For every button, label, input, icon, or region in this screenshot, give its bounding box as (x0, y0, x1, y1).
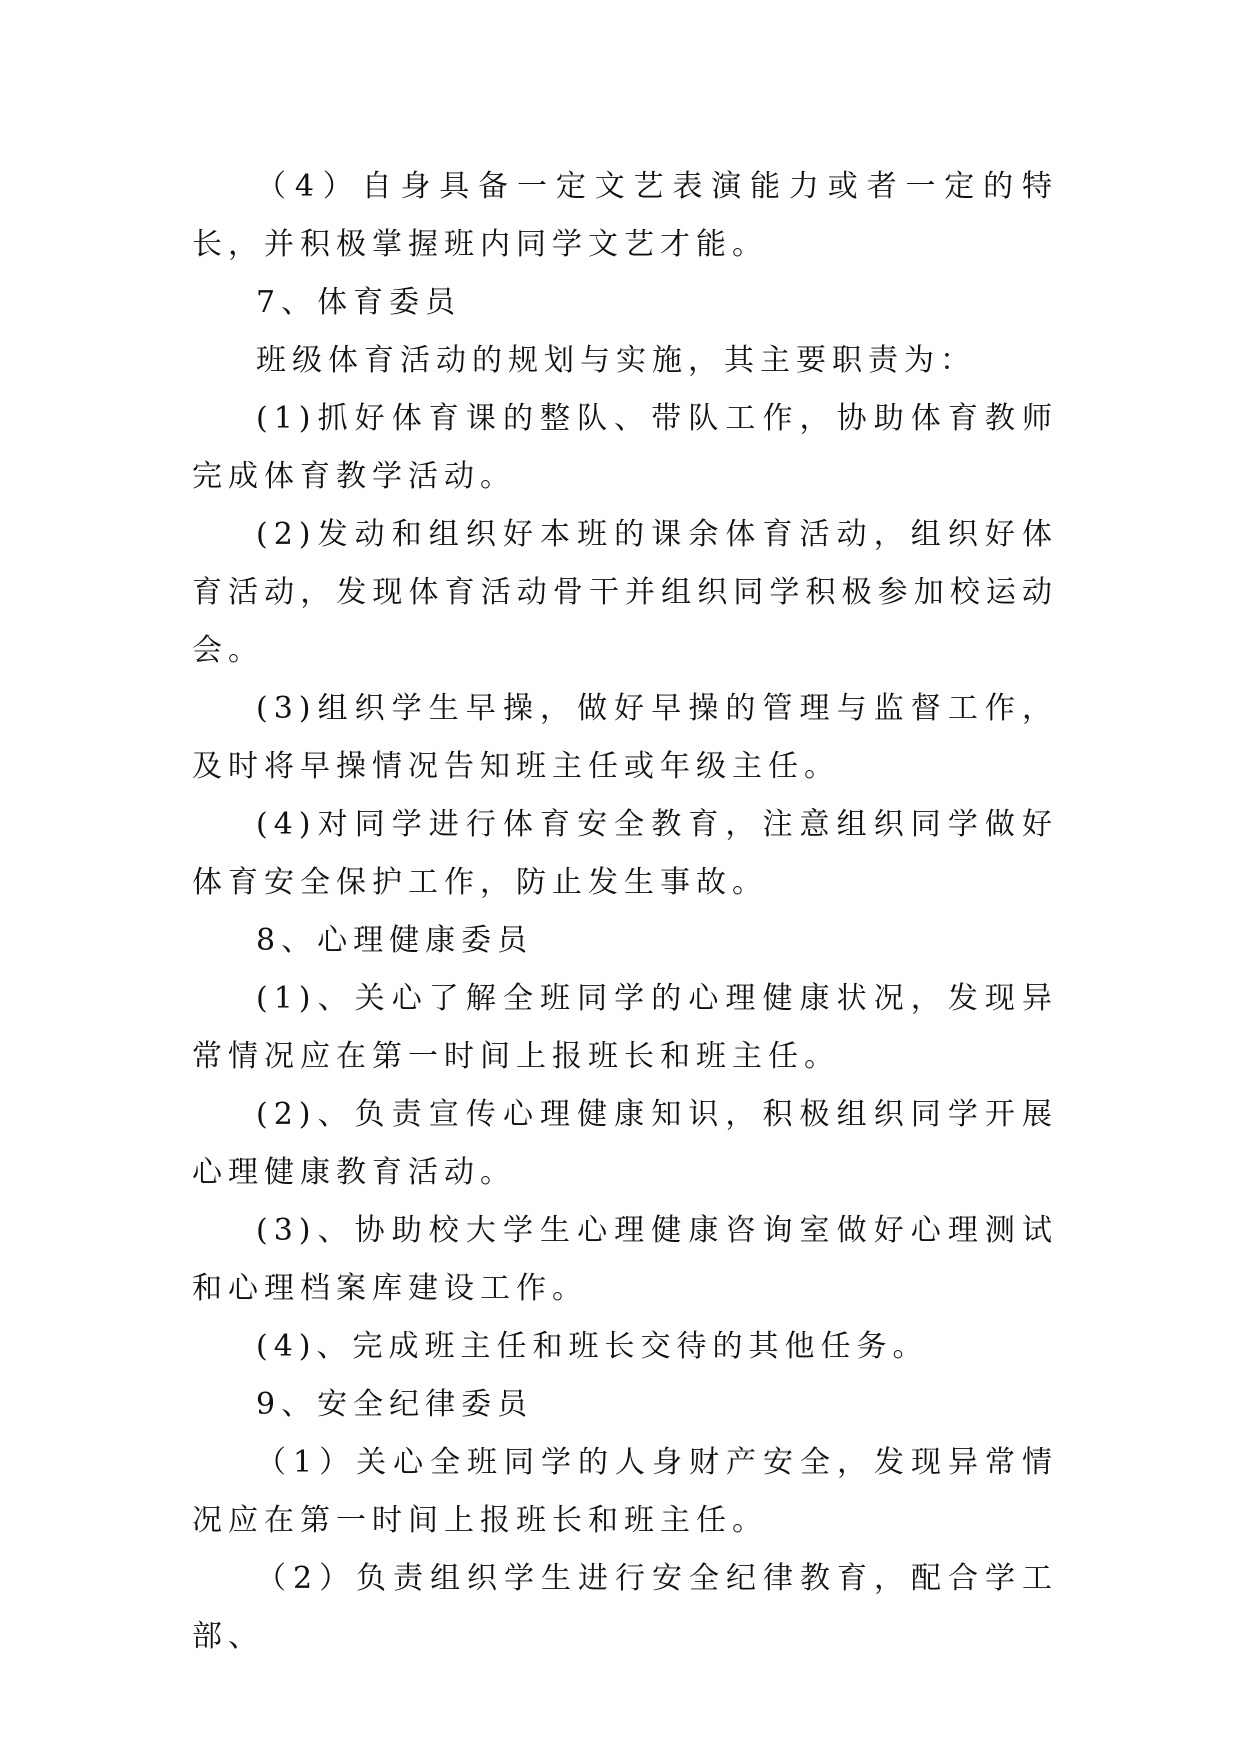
paragraph-sports-item-4: (4)对同学进行体育安全教育，注意组织同学做好体育安全保护工作，防止发生事故。 (192, 807, 1058, 900)
paragraph-safety-item-1: （1）关心全班同学的人身财产安全，发现异常情况应在第一时间上报班长和班主任。 (192, 1445, 1058, 1538)
document-body (192, 158, 1058, 1666)
paragraph-sports-item-2: (2)发动和组织好本班的课余体育活动，组织好体育活动，发现体育活动骨干并组织同学积极参加校运动会。 (192, 517, 1058, 668)
heading-sports-committee: 7、体育委员 (256, 285, 462, 320)
paragraph-sports-item-3: (3)组织学生早操，做好早操的管理与监督工作，及时将早操情况告知班主任或年级主任。 (192, 691, 1058, 784)
paragraph-art-item-4: （4）自身具备一定文艺表演能力或者一定的特长，并积极掌握班内同学文艺才能。 (192, 169, 1058, 262)
heading-mental-health-committee: 8、心理健康委员 (256, 923, 534, 958)
paragraph-mental-item-3: (3)、协助校大学生心理健康咨询室做好心理测试和心理档案库建设工作。 (192, 1213, 1058, 1306)
paragraph-safety-item-2: （2）负责组织学生进行安全纪律教育，配合学工部、 (192, 1561, 1058, 1654)
paragraph-mental-item-1: (1)、关心了解全班同学的心理健康状况，发现异常情况应在第一时间上报班长和班主任。 (192, 981, 1058, 1074)
heading-safety-discipline-committee: 9、安全纪律委员 (256, 1387, 534, 1422)
paragraph-mental-item-2: (2)、负责宣传心理健康知识，积极组织同学开展心理健康教育活动。 (192, 1097, 1058, 1190)
paragraph-mental-item-4: (4)、完成班主任和班长交待的其他任务。 (256, 1329, 929, 1364)
paragraph-sports-intro: 班级体育活动的规划与实施，其主要职责为： (256, 343, 976, 378)
paragraph-sports-item-1: (1)抓好体育课的整队、带队工作，协助体育教师完成体育教学活动。 (192, 401, 1058, 494)
